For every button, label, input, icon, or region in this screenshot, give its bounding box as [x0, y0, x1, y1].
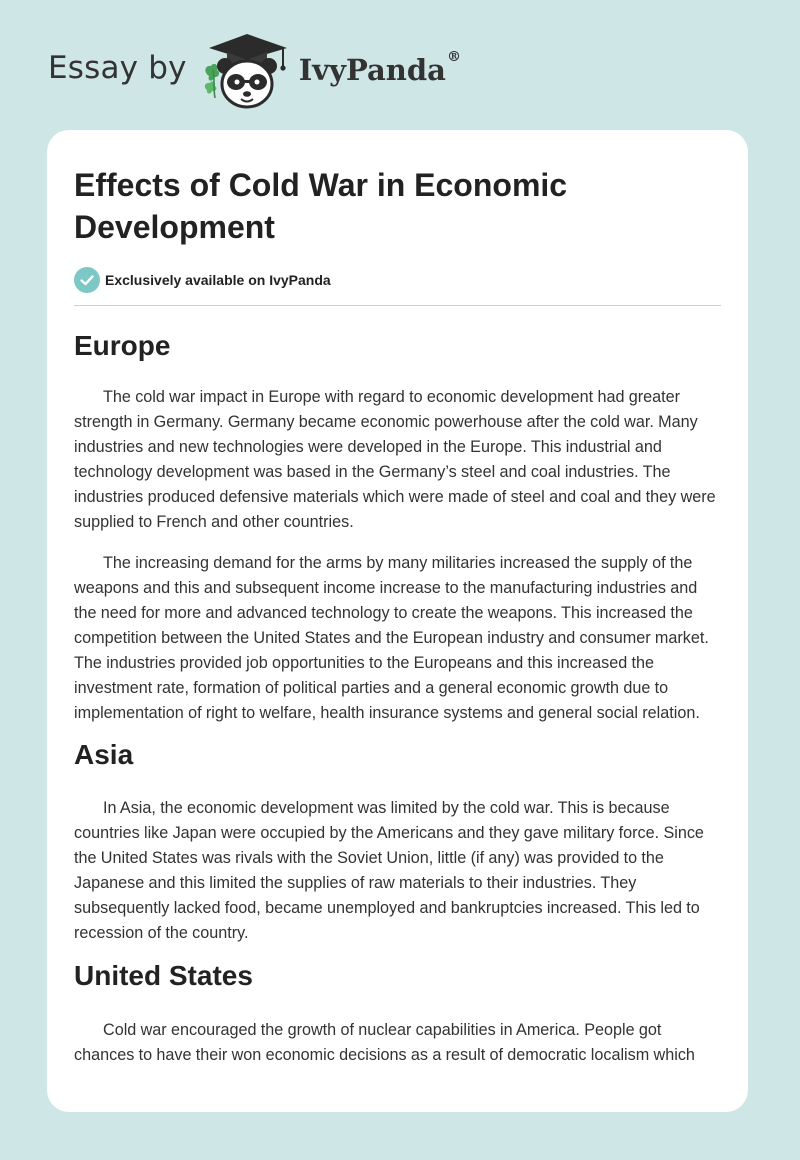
section-europe: [74, 329, 721, 726]
section-heading: Europe: [74, 330, 171, 361]
section-united-states: [74, 959, 721, 1068]
paragraph: In Asia, the economic development was limited by the cold war. This is because countries like Japan were occupied by the Americans and they gave military force. Since the United States was rivals with the Soviet Union, little (if any) was provided to the Japanese and this limited the supplies of raw materials to their industries. They subsequently lacked food, became unemployed and bankruptcies increased. This led to recession of the country.: [74, 799, 704, 942]
paragraph: The increasing demand for the arms by many militaries increased the supply of the weapons and this and subsequent income increase to the manufacturing industries and the need for more and advanced technology to create the weapons. This increased the competition between the United States and the European industry and consumer market. The industries provided job opportunities to the Europeans and this increased the investment rate, formation of political parties and a general economic growth due to implementation of right to welfare, health insurance systems and general social relation.: [74, 554, 709, 722]
page-title: Effects of Cold War in Economic Development: [74, 167, 568, 245]
registered-mark: ®: [446, 49, 461, 65]
panda-mascot-icon: [201, 32, 293, 112]
section-asia: [74, 738, 721, 946]
exclusive-badge: [74, 267, 721, 293]
brand-name-text: IvyPanda: [298, 53, 446, 87]
brand-prefix: Essay by: [48, 50, 187, 86]
paragraph: The cold war impact in Europe with regard to economic development had greater strength in Germany. Germany became economic powerhouse after the cold war. Many industries and new technologies were developed in the Europe. This industrial and technology development was based in the Germany’s steel and coal industries. The industries produced defensive materials which were made of steel and coal and they were supplied to French and other countries.: [74, 388, 716, 531]
divider: [74, 305, 721, 306]
check-circle-icon: [74, 267, 100, 293]
section-heading: Asia: [74, 739, 134, 770]
paragraph: Cold war encouraged the growth of nuclear capabilities in America. People got chances to have their won economic decisions as a result of democratic localism which: [74, 1021, 695, 1064]
exclusive-label: Exclusively available on IvyPanda: [105, 272, 331, 288]
essay-card: [47, 130, 748, 1112]
section-heading: United States: [74, 960, 253, 991]
brand-name: [298, 49, 461, 87]
brand-logo[interactable]: [48, 32, 461, 112]
